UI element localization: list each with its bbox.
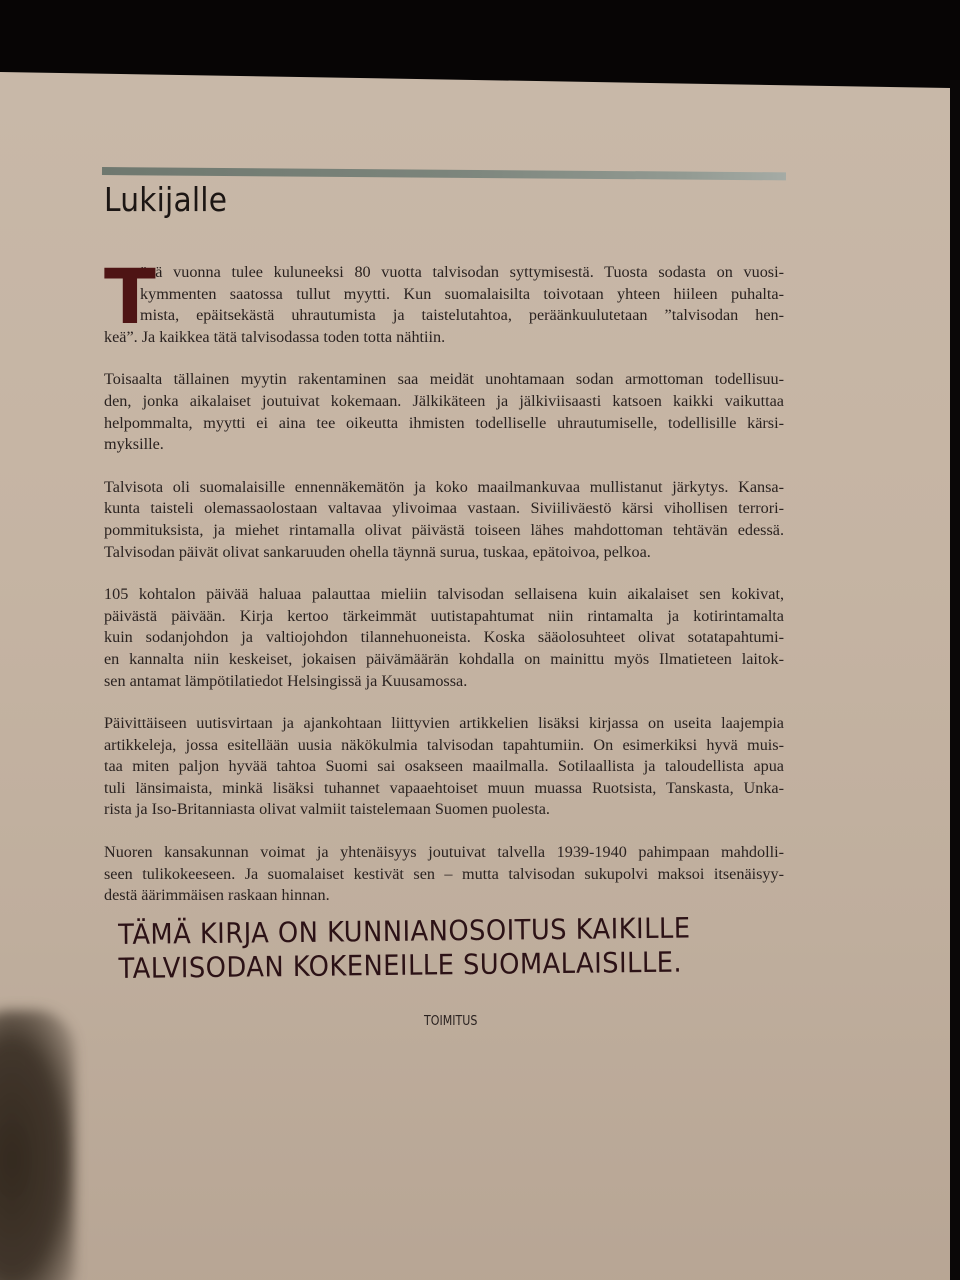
text-line: myksille. (104, 435, 164, 454)
text-line: mista, epäitsekästä uhrautumista ja taistelutahtoa, peräänkuulutetaan ”talvisodan hen- (140, 306, 784, 325)
signature: TOIMITUS (424, 1014, 478, 1029)
text-line: pommituksista, ja miehet rintamalla olivat päivästä toiseen lähes mahdottoman tehtävän edessä. (104, 520, 784, 539)
text-line: Talvisota oli suomalaisille ennennäkemätön ja koko maailmankuvaa mullistanut järkytys. Kansa- (104, 477, 784, 496)
text-line: destä äärimmäisen raskaan hinnan. (104, 886, 330, 905)
text-line: Talvisodan päivät olivat sankaruuden ohella täynnä surua, tuskaa, epätoivoa, pelkoa. (104, 542, 651, 561)
paragraph-1 (104, 252, 784, 348)
body-text (104, 252, 784, 928)
tribute-line-2: TALVISODAN KOKENEILLE SUOMALAISILLE. (118, 945, 683, 985)
text-line: keä”. Ja kaikkea tätä talvisodassa toden totta nähtiin. (104, 327, 446, 346)
text-line: tuli länsimaista, minkä lisäksi tuhannet vapaaehtoiset muun muassa Ruotsista, Tanskasta, Unka- (104, 778, 784, 797)
text-line: taa miten paljon hyvää tahtoa Suomi sai osakseen maailmalla. Sotilaallista ja taloudellista apua (104, 757, 784, 776)
paragraph-6 (104, 842, 784, 907)
text-line: den, jonka aikalaiset joutuivat kokemaan. Jälkikäteen ja jälkiviisaasti katsoen kaikki vaikuttaa (104, 391, 784, 410)
paragraph-2 (104, 369, 784, 455)
text-line: artikkeleja, jossa esitellään uusia näkökulmia talvisodan tapahtumiin. On esimerkiksi hyvä muis- (104, 735, 784, 754)
text-line: helpommalta, myytti ei aina tee oikeutta ihmisten todelliselle uhrautumiselle, todellisille kärsi- (104, 413, 784, 432)
drop-cap: T (104, 252, 156, 341)
tribute-statement (118, 911, 691, 986)
text-line: kuin sodanjohdon ja valtiojohdon tilannehuoneista. Koska sääolosuhteet olivat sotatapahtumi- (104, 628, 784, 647)
text-line: seen tulikokeeseen. Ja suomalaiset kestivät sen – mutta talvisodan sukupolvi maksoi itsenäisyy- (104, 864, 784, 883)
finger-shadow (0, 1010, 75, 1280)
page-edge (950, 80, 960, 1280)
paragraph-3 (104, 477, 784, 563)
text-line: en kannalta niin keskeiset, jokaisen päivämäärän kohdalla on mainittu myös Ilmatieteen laitok- (104, 649, 784, 668)
text-line: rista ja Iso-Britanniasta olivat valmiit taistelemaan Suomen puolesta. (104, 800, 550, 819)
text-line: änä vuonna tulee kuluneeksi 80 vuotta talvisodan syttymisestä. Tuosta sodasta on vuosi- (140, 263, 784, 281)
page-title: Lukijalle (104, 180, 228, 219)
text-line: 105 kohtalon päivää haluaa palauttaa mieliin talvisodan sellaisena kuin aikalaiset sen kokivat, (104, 585, 784, 604)
text-line: kunta taisteli olemassaolostaan valtavaa ylivoimaa vastaan. Siviiliväestö kärsi vihollisen terrori- (104, 499, 784, 518)
text-line: Päivittäiseen uutisvirtaan ja ajankohtaan liittyvien artikkelien lisäksi kirjassa on useita laajempia (104, 714, 784, 733)
paragraph-4 (104, 584, 784, 692)
text-line: päivästä päivään. Kirja kertoo tärkeimmät uutistapahtumat niin rintamalta ja kotirintamalta (104, 606, 784, 625)
text-line: Nuoren kansakunnan voimat ja yhtenäisyys joutuivat talvella 1939-1940 pahimpaan mahdolli- (104, 843, 784, 862)
text-line: Toisaalta tällainen myytin rakentaminen saa meidät unohtamaan sodan armottoman todellisuu- (104, 370, 784, 389)
paragraph-5 (104, 713, 784, 821)
text-line: kymmenten saatossa tullut myytti. Kun suomalaisilta toivotaan yhteen hiileen puhalta- (140, 284, 784, 303)
tribute-line-1: TÄMÄ KIRJA ON KUNNIANOSOITUS KAIKILLE (118, 911, 691, 951)
text-line: sen antamat lämpötilatiedot Helsingissä ja Kuusamossa. (104, 671, 468, 690)
